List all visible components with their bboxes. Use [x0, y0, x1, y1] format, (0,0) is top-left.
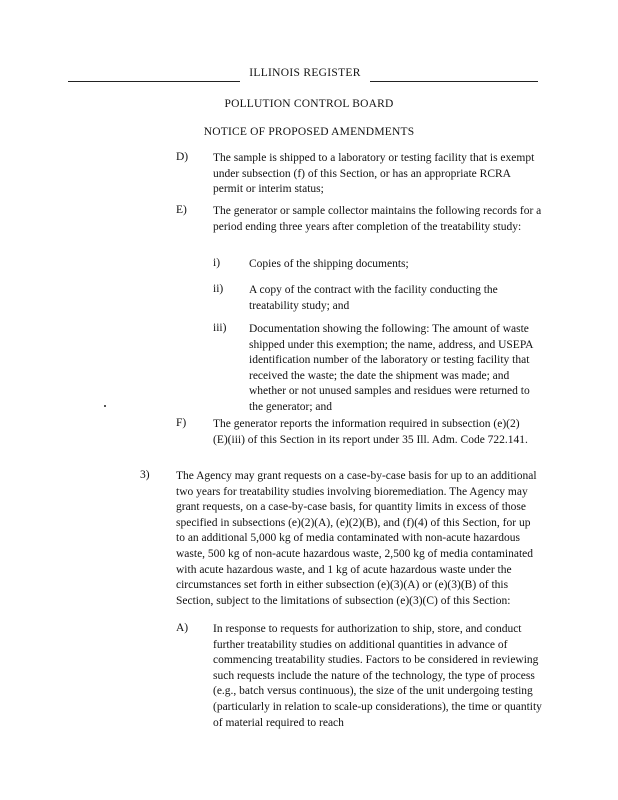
item-3-label: 3) [140, 469, 150, 481]
item-a-label: A) [176, 622, 189, 634]
item-e-i-text: Copies of the shipping documents; [249, 258, 409, 270]
item-3-text: The Agency may grant requests on a case-by-case basis for up to an additional two years for treatability studies involving bioremediation. The Agency may grant requests, on a case-by-case basis, for quantity limits in excess of those specified in subsections (e)(2)(A), (e)(2)(B), and (f)(4) of this Section, for up to an additional 5,000 kg of media contaminated with non-acute hazardous waste, 500 kg of non-acute hazardous waste, 2,500 kg of media contaminated with acute hazardous waste, and 1 kg of acute hazardous waste under the circumstances set forth in either subsection (e)(3)(A) or (e)(3)(B) of this Section, subject to the limitations of subsection (e)(3)(C) of this Section: [176, 470, 537, 607]
board-title: POLLUTION CONTROL BOARD [224, 98, 394, 110]
header-rule-right [370, 81, 538, 82]
item-a-text: In response to requests for authorization to ship, store, and conduct further treatability studies on additional quantities in advance of commencing treatability studies. Factors to be considered in reviewing such requests include the nature of the technology, the type of process (e.g., batch versus continuous), the size of the unit undergoing testing (particularly in relation to scale-up considerations), the time or quantity of material required to reach [213, 623, 542, 729]
item-d-label: D) [176, 151, 189, 163]
item-e-ii-text: A copy of the contract with the facility conducting the treatability study; and [249, 284, 498, 312]
item-e-ii-label: ii) [213, 283, 224, 295]
header-rule-left [68, 81, 240, 82]
item-e-text: The generator or sample collector maintains the following records for a period ending three years after completion of the treatability study: [213, 205, 542, 233]
item-f-text: The generator reports the information required in subsection (e)(2)(E)(iii) of this Section in its report under 35 Ill. Adm. Code 722.141. [213, 418, 528, 446]
item-f-label: F) [176, 417, 187, 429]
item-d-text: The sample is shipped to a laboratory or testing facility that is exempt under subsection (f) of this Section, or has an appropriate RCRA permit or interim status; [213, 152, 535, 196]
notice-title: NOTICE OF PROPOSED AMENDMENTS [203, 126, 415, 138]
item-e-iii-text: Documentation showing the following: The amount of waste shipped under this exemption; the name, address, and USEPA identification number of the laboratory or testing facility that received the waste; the date the shipment was made; and whether or not unused samples and residues were returned to the generator; and [249, 323, 533, 413]
margin-mark [104, 405, 106, 407]
register-title: ILLINOIS REGISTER [249, 67, 361, 79]
item-e-label: E) [176, 204, 187, 216]
item-e-i-label: i) [213, 257, 221, 269]
item-e-iii-label: iii) [213, 322, 227, 334]
